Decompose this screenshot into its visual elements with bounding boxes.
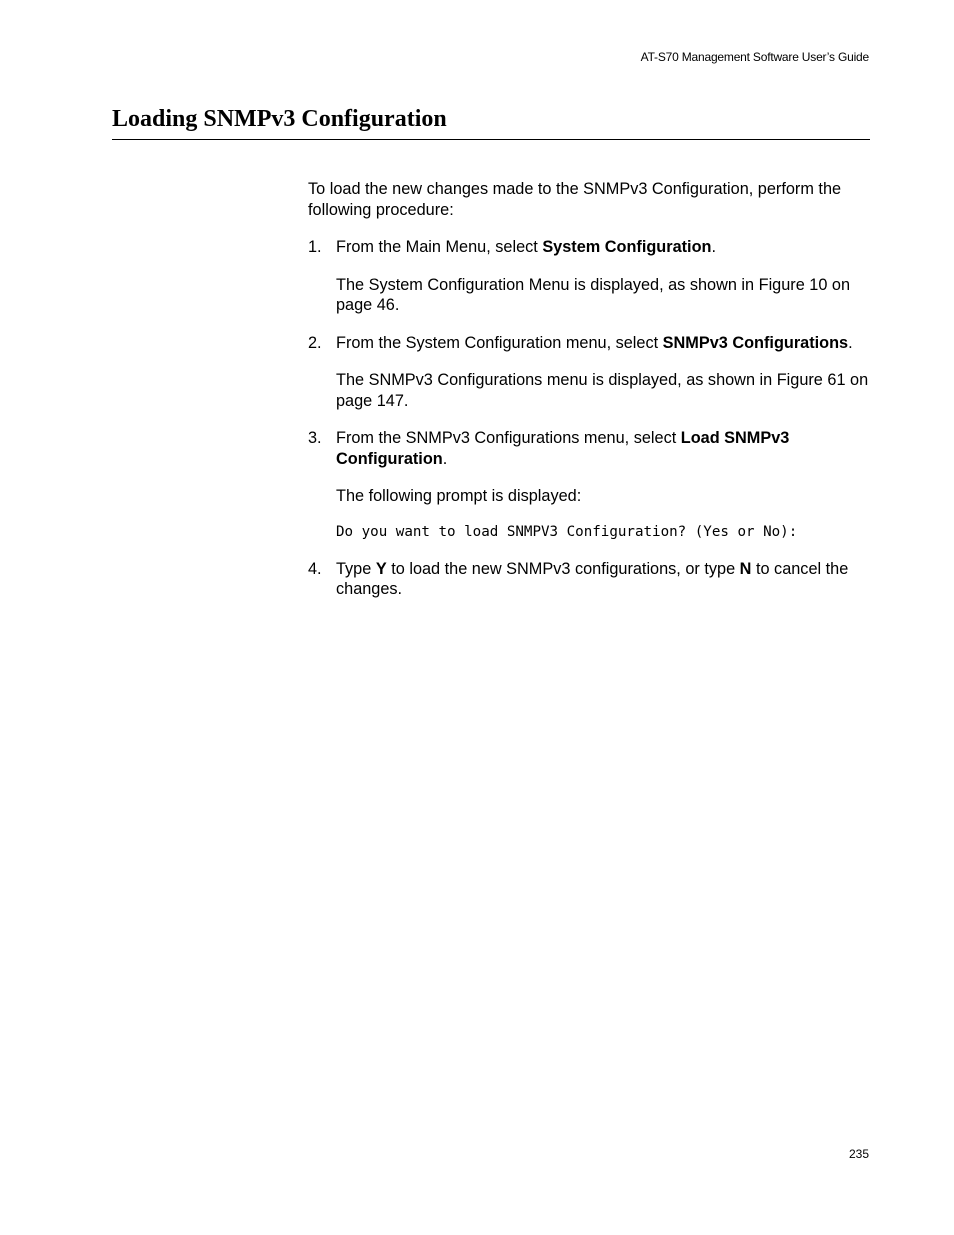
procedure-step-2	[308, 333, 872, 412]
prompt-code: Do you want to load SNMPV3 Configuration? (Yes or No):	[336, 523, 798, 540]
step-note: The following prompt is displayed:	[336, 487, 582, 505]
step-text-end: .	[442, 449, 448, 468]
step-instruction	[336, 237, 872, 258]
step-note: The System Configuration Menu is displayed, as shown in Figure 10 on page 46.	[336, 275, 851, 314]
step-text: From the Main Menu, select	[336, 238, 543, 256]
step-instruction	[336, 333, 872, 354]
step-number: 2.	[308, 333, 322, 352]
section-title: Loading SNMPv3 Configuration	[112, 106, 447, 132]
step-text: Type	[336, 559, 376, 578]
key-no: N	[739, 559, 752, 578]
procedure-step-4	[308, 559, 872, 600]
key-yes: Y	[375, 559, 387, 578]
page-number: 235	[848, 1147, 869, 1161]
menu-option-name: System Configuration	[542, 238, 712, 256]
step-text: From the SNMPv3 Configurations menu, select	[336, 429, 681, 447]
step-instruction	[336, 428, 872, 469]
step-text-end: .	[711, 238, 717, 256]
step-instruction	[336, 559, 872, 600]
main-content	[308, 179, 872, 617]
procedure-step-3	[308, 428, 872, 542]
title-rule	[112, 139, 870, 140]
step-number: 3.	[308, 429, 322, 447]
step-number: 4.	[308, 559, 322, 578]
menu-option-name: Load SNMPv3 Configuration	[336, 429, 790, 468]
step-number: 1.	[308, 238, 322, 256]
intro-paragraph: To load the new changes made to the SNMPv3 Configuration, perform the following procedure:	[308, 180, 842, 219]
procedure-step-1	[308, 237, 872, 316]
running-header: AT-S70 Management Software User’s Guide	[640, 50, 869, 64]
step-text-end: .	[848, 333, 853, 352]
step-text: to load the new SNMPv3 configurations, or type	[386, 559, 740, 578]
menu-option-name: SNMPv3 Configurations	[662, 333, 849, 352]
step-text-end: to cancel the changes.	[336, 559, 849, 598]
step-note: The SNMPv3 Configurations menu is displayed, as shown in Figure 61 on page 147.	[336, 371, 869, 410]
step-text: From the System Configuration menu, select	[336, 333, 663, 352]
